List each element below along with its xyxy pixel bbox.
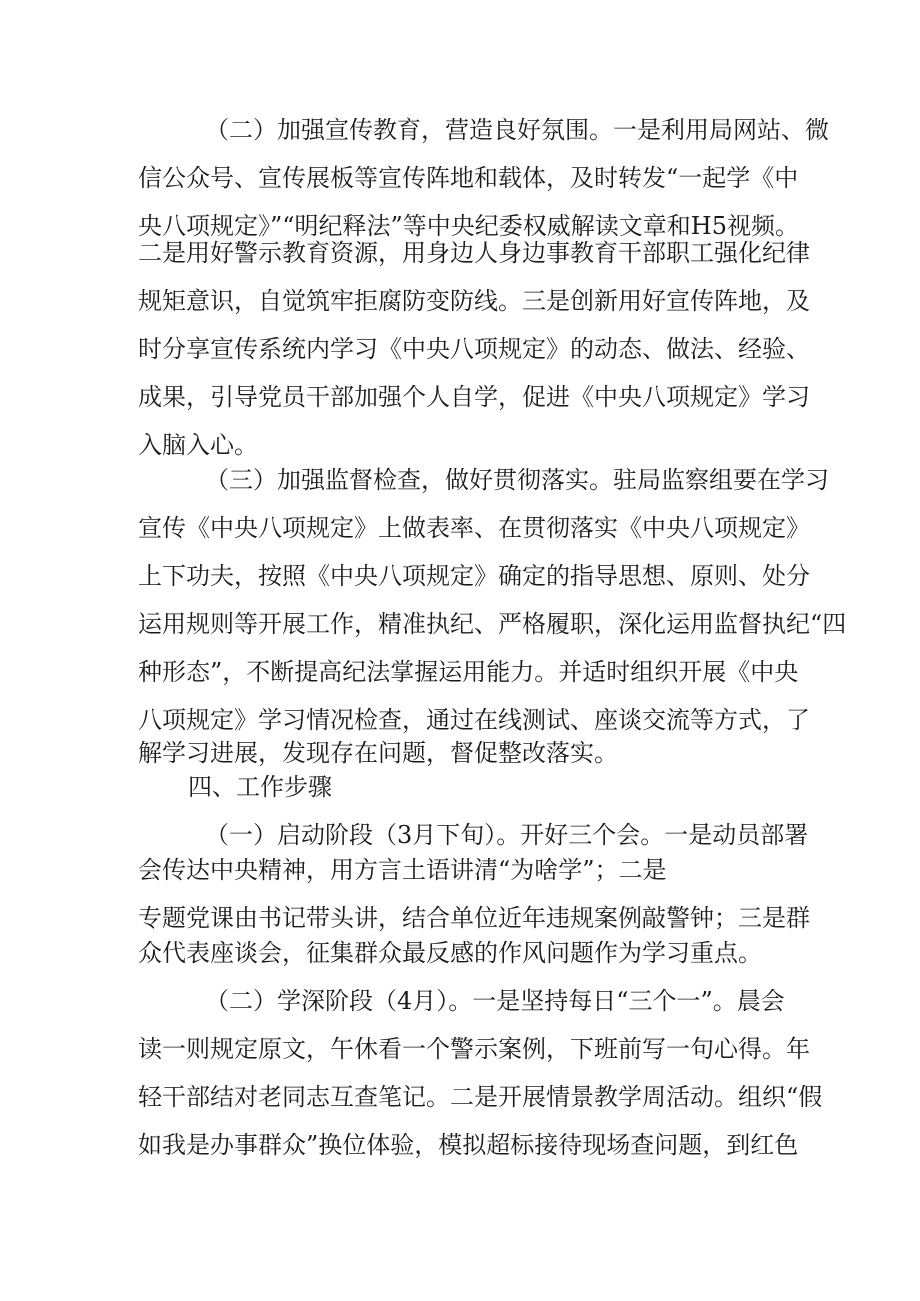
text-line-14: 八项规定》学习情况检查，通过在线测试、座谈交流等方式，了	[138, 706, 810, 734]
text-line-11: 上下功夫，按照《中央八项规定》确定的指导思想、原则、处分	[138, 562, 810, 590]
text-line-18: 会传达中央精神，用方言土语讲清“为啥学”；二是	[138, 856, 667, 884]
text-line-5: 规矩意识，自觉筑牢拒腐防变防线。三是创新用好宣传阵地，及	[138, 287, 810, 315]
text-line-19: 专题党课由书记带头讲，结合单位近年违规案例敲警钟；三是群	[138, 904, 810, 932]
text-line-10: 宣传《中央八项规定》上做表率、在贯彻落实《中央八项规定》	[138, 514, 810, 542]
text-line-2: 信公众号、宣传展板等宣传阵地和载体，及时转发“一起学《中	[138, 164, 799, 192]
text-line-21: （二）学深阶段（4月）。一是坚持每日“三个一”。晨会	[205, 987, 785, 1015]
text-line-9: （三）加强监督检查，做好贯彻落实。驻局监察组要在学习	[205, 466, 829, 494]
text-line-7: 成果，引导党员干部加强个人自学，促进《中央八项规定》学习	[138, 383, 810, 411]
text-line-12: 运用规则等开展工作，精准执纪、严格履职，深化运用监督执纪“四	[138, 610, 847, 638]
section-heading: 四、工作步骤	[188, 773, 332, 801]
text-line-24: 如我是办事群众”换位体验，模拟超标接待现场查问题，到红色	[138, 1131, 799, 1159]
text-line-22: 读一则规定原文，午休看一个警示案例，下班前写一句心得。年	[138, 1035, 810, 1063]
text-line-4: 二是用好警示教育资源，用身边人身边事教育干部职工强化纪律	[138, 239, 810, 267]
text-line-8: 入脑入心。	[138, 431, 258, 459]
text-line-23: 轻干部结对老同志互查笔记。二是开展情景教学周活动。组织“假	[138, 1083, 823, 1111]
text-line-17: （一）启动阶段（3月下旬）。开好三个会。一是动员部署	[205, 821, 809, 849]
text-line-15: 解学习进展，发现存在问题，督促整改落实。	[138, 739, 618, 767]
text-line-13: 种形态”，不断提高纪法掌握运用能力。并适时组织开展《中央	[138, 658, 799, 686]
text-line-6: 时分享宣传系统内学习《中央八项规定》的动态、做法、经验、	[138, 335, 810, 363]
text-line-20: 众代表座谈会，征集群众最反感的作风问题作为学习重点。	[138, 939, 762, 967]
text-line-3: 央八项规定》”“明纪释法”等中央纪委权威解读文章和H5视频。	[138, 212, 800, 240]
text-line-1: （二）加强宣传教育，营造良好氛围。一是利用局网站、微	[205, 116, 829, 144]
